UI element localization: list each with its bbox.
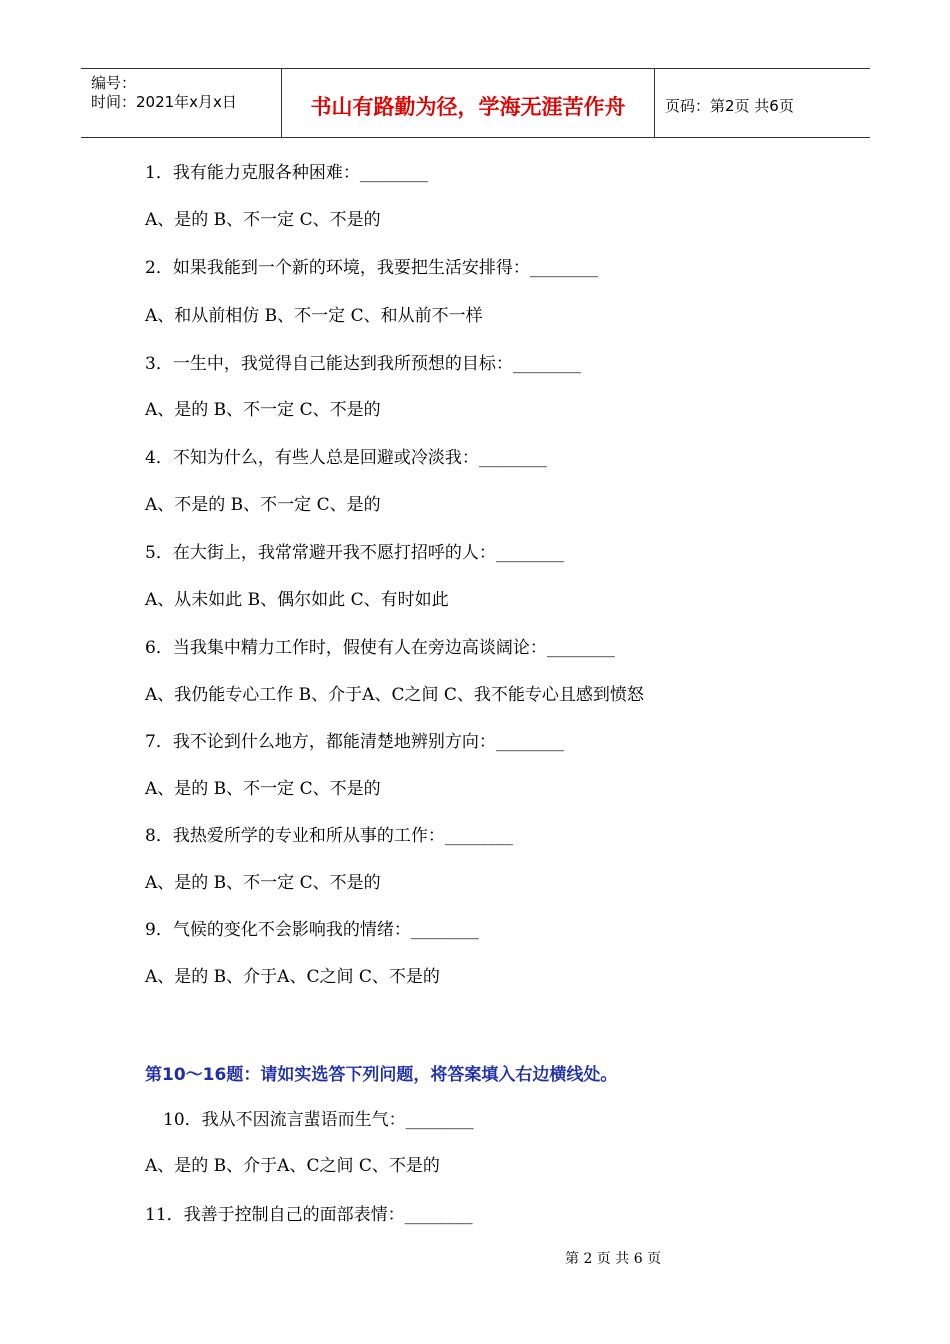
question-11: 11．我善于控制自己的面部表情：________ (145, 1205, 473, 1225)
question-8: 8．我热爱所学的专业和所从事的工作：________ (145, 826, 513, 846)
header-motto-cell (282, 69, 655, 137)
section-title: 第10～16题：请如实选答下列问题，将答案填入右边横线处。 (145, 1065, 618, 1085)
answer-options-4: A、不是的 B、不一定 C、是的 (145, 495, 381, 515)
page-header (81, 68, 870, 138)
answer-options-5: A、从未如此 B、偶尔如此 C、有时如此 (145, 590, 449, 610)
question-4: 4．不知为什么，有些人总是回避或冷淡我：________ (145, 448, 547, 468)
motto: 书山有路勤为径，学海无涯苦作舟 (310, 95, 626, 119)
answer-options-6: A、我仍能专心工作 B、介于A、C之间 C、我不能专心且感到愤怒 (145, 685, 644, 705)
number-label: 编号： (91, 74, 137, 92)
answer-options-2: A、和从前相仿 B、不一定 C、和从前不一样 (145, 306, 483, 326)
question-6: 6．当我集中精力工作时，假使有人在旁边高谈阔论：________ (145, 638, 615, 658)
question-1: 1．我有能力克服各种困难：________ (145, 163, 428, 183)
page-info: 页码：第2页 共6页 (665, 97, 794, 115)
question-3: 3．一生中，我觉得自己能达到我所预想的目标：________ (145, 354, 581, 374)
page-footer: 第 2 页 共 6 页 (565, 1251, 662, 1267)
header-left-cell (81, 69, 282, 137)
question-5: 5．在大街上，我常常避开我不愿打招呼的人：________ (145, 543, 564, 563)
question-9: 9．气候的变化不会影响我的情绪：________ (145, 920, 479, 940)
answer-options-9: A、是的 B、介于A、C之间 C、不是的 (145, 967, 440, 987)
time-label: 时间：2021年x月x日 (91, 93, 237, 111)
header-right-cell (655, 69, 870, 137)
answer-options-7: A、是的 B、不一定 C、不是的 (145, 779, 381, 799)
question-10: 10．我从不因流言蜚语而生气：________ (163, 1110, 474, 1130)
answer-options-10: A、是的 B、介于A、C之间 C、不是的 (145, 1156, 440, 1176)
question-7: 7．我不论到什么地方，都能清楚地辨别方向：________ (145, 732, 564, 752)
answer-options-3: A、是的 B、不一定 C、不是的 (145, 400, 381, 420)
answer-options-8: A、是的 B、不一定 C、不是的 (145, 873, 381, 893)
question-2: 2．如果我能到一个新的环境，我要把生活安排得：________ (145, 258, 598, 278)
answer-options-1: A、是的 B、不一定 C、不是的 (145, 210, 381, 230)
